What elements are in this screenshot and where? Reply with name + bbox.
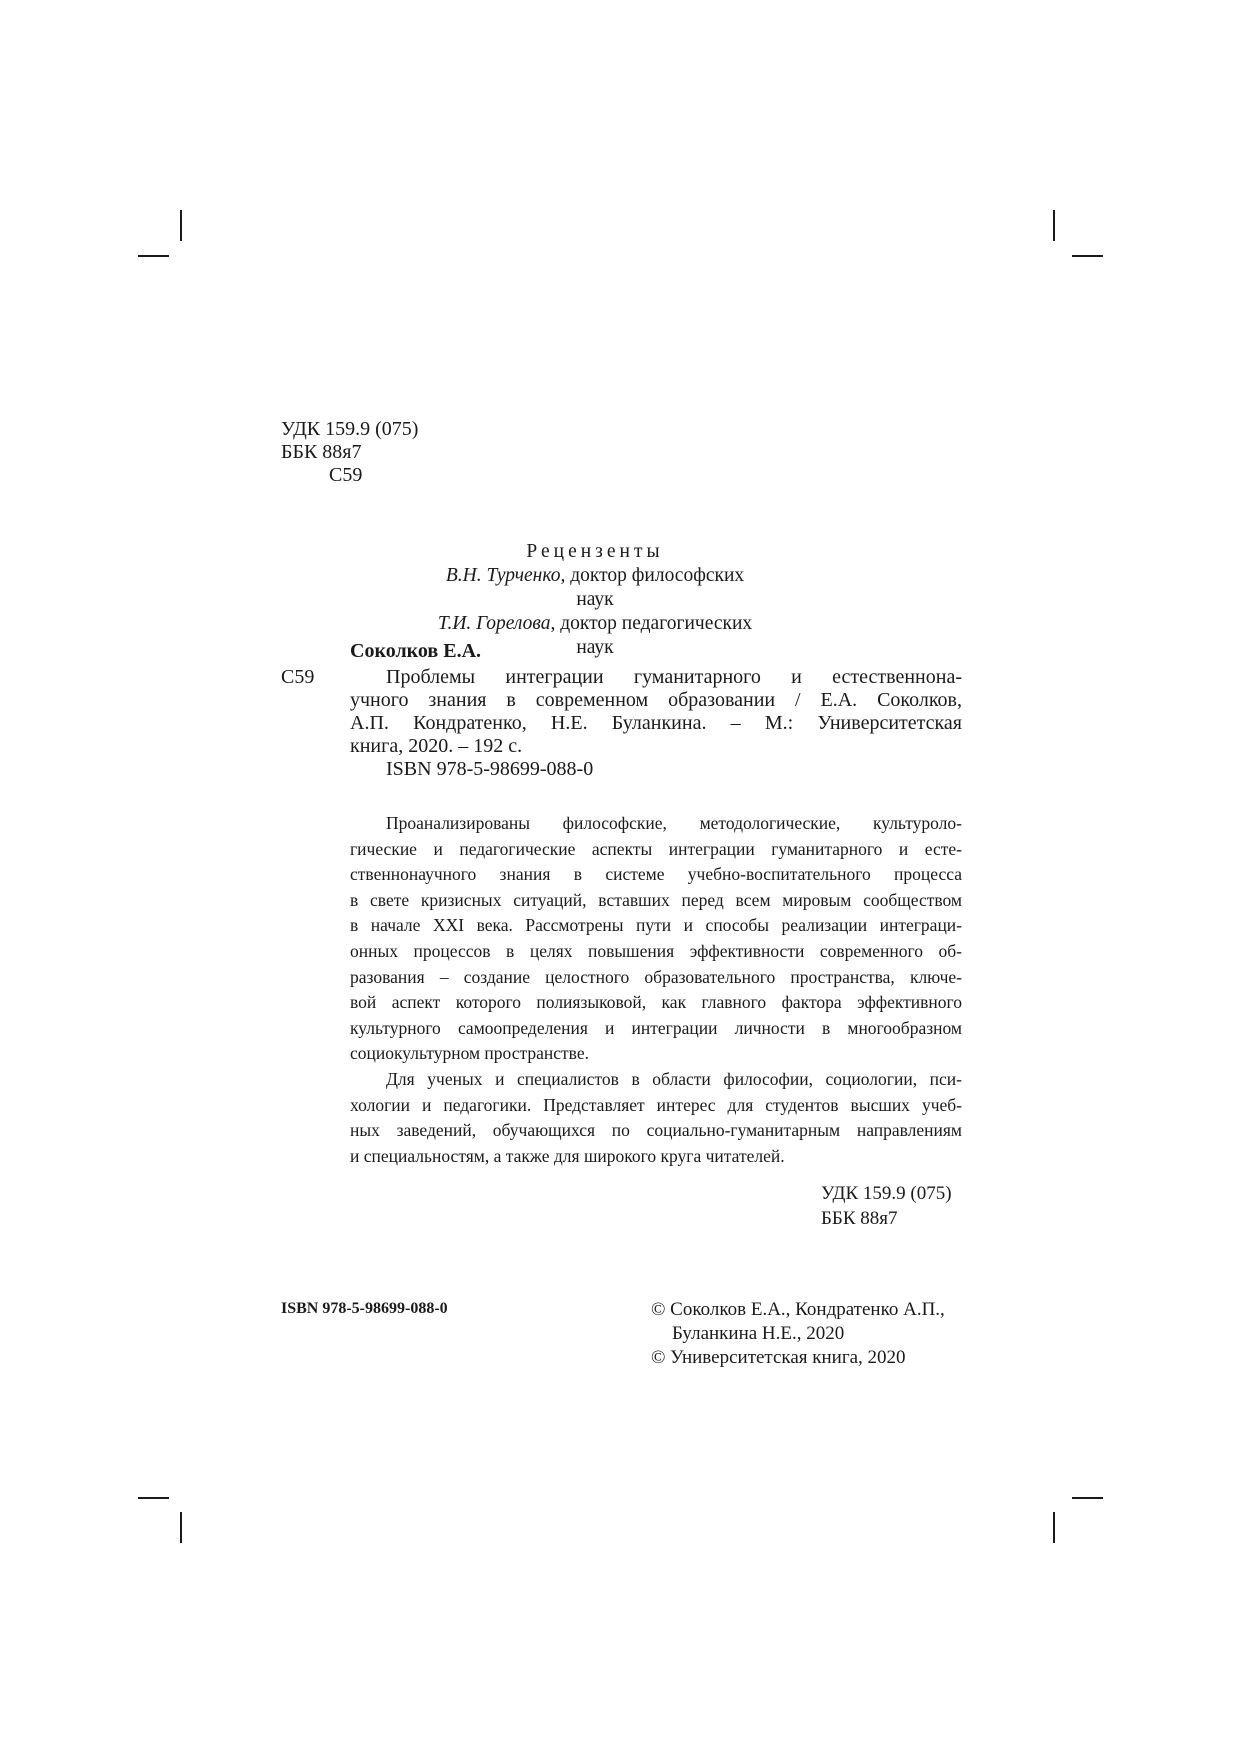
biblio-description: [350, 666, 962, 781]
crop-mark-bottom-left-horizontal: [138, 1497, 169, 1499]
crop-mark-bottom-right-vertical: [1053, 1512, 1055, 1543]
biblio-isbn: ISBN 978-5-98699-088-0: [386, 758, 594, 780]
abstract-p1-line-5: в начале XXI века. Рассмотрены пути и способы реализации интеграци-: [350, 915, 962, 936]
copyright-line-2: Буланкина Н.Е., 2020: [672, 1323, 845, 1344]
abstract-p1-line-3: ственнонаучного знания в системе учебно-воспитательного процесса: [350, 864, 962, 885]
abstract-p2-line-2: хологии и педагогики. Представляет интерес для студентов высших учеб-: [350, 1094, 962, 1115]
udk-code: УДК 159.9 (075): [281, 418, 419, 440]
crop-mark-top-left-vertical: [180, 210, 182, 241]
isbn-footer: ISBN 978-5-98699-088-0: [281, 1300, 448, 1317]
crop-mark-bottom-right-horizontal: [1072, 1497, 1103, 1499]
copyright-line-3: © Университетская книга, 2020: [651, 1347, 906, 1368]
crop-mark-top-right-vertical: [1053, 210, 1055, 241]
abstract-p1-line-9: культурного самоопределения и интеграции личности в многообразном: [350, 1017, 962, 1038]
copyright-block: [651, 1298, 945, 1370]
biblio-author: Соколков Е.А.: [350, 640, 482, 662]
reviewer-1: [430, 564, 760, 612]
abstract-p1-line-10: социокультурном пространстве.: [350, 1043, 589, 1064]
udk-code-right: УДК 159.9 (075): [821, 1183, 952, 1204]
abstract-p1-line-4: в свете кризисных ситуаций, вставших перед всем мировым сообществом: [350, 889, 962, 910]
bbk-code-right: ББК 88я7: [821, 1208, 898, 1229]
biblio-line-2: учного знания в современном образовании / Е.А. Соколков,: [350, 689, 962, 711]
abstract-p1-line-6: онных процессов в целях повышения эффективности современного об-: [350, 940, 962, 961]
copyright-line-1: © Соколков Е.А., Кондратенко А.П.,: [651, 1299, 945, 1320]
abstract-p1-line-2: гические и педагогические аспекты интеграции гуманитарного и есте-: [350, 838, 962, 859]
reviewers-heading: Рецензенты: [526, 541, 664, 562]
abstract-p2-line-3: ных заведений, обучающихся по социально-гуманитарным направлениям: [350, 1120, 962, 1141]
reviewer-2-name: Т.И. Горелова: [437, 613, 551, 634]
abstract-p1-line-7: разования – создание целостного образовательного пространства, ключе-: [350, 966, 962, 987]
author-cipher: С59: [329, 464, 363, 486]
reviewer-2-title: , доктор педагогических наук: [550, 613, 753, 658]
crop-mark-top-right-horizontal: [1072, 255, 1103, 257]
biblio-cipher: С59: [281, 666, 315, 688]
biblio-line-4: книга, 2020. – 192 с.: [350, 735, 523, 757]
abstract: [350, 811, 962, 1169]
biblio-line-3: А.П. Кондратенко, Н.Е. Буланкина. – М.: Университетская: [350, 712, 962, 734]
crop-mark-top-left-horizontal: [138, 255, 169, 257]
abstract-p2-line-4: и специальностям, а также для широкого круга читателей.: [350, 1145, 785, 1166]
biblio-line-1: Проблемы интеграции гуманитарного и естественнона-: [386, 666, 962, 688]
classification-block-right: [821, 1181, 952, 1231]
abstract-p1-line-1: Проанализированы философские, методологические, культуроло-: [386, 813, 962, 833]
crop-mark-bottom-left-vertical: [180, 1512, 182, 1543]
reviewer-1-title: , доктор философских наук: [560, 565, 745, 610]
bbk-code: ББК 88я7: [281, 441, 362, 463]
abstract-p1-line-8: вой аспект которого полиязыковой, как главного фактора эффективного: [350, 992, 962, 1013]
classification-block: [281, 418, 418, 487]
reviewer-1-name: В.Н. Турченко: [445, 565, 561, 586]
abstract-p2-line-1: Для ученых и специалистов в области философии, социологии, пси-: [386, 1068, 962, 1089]
